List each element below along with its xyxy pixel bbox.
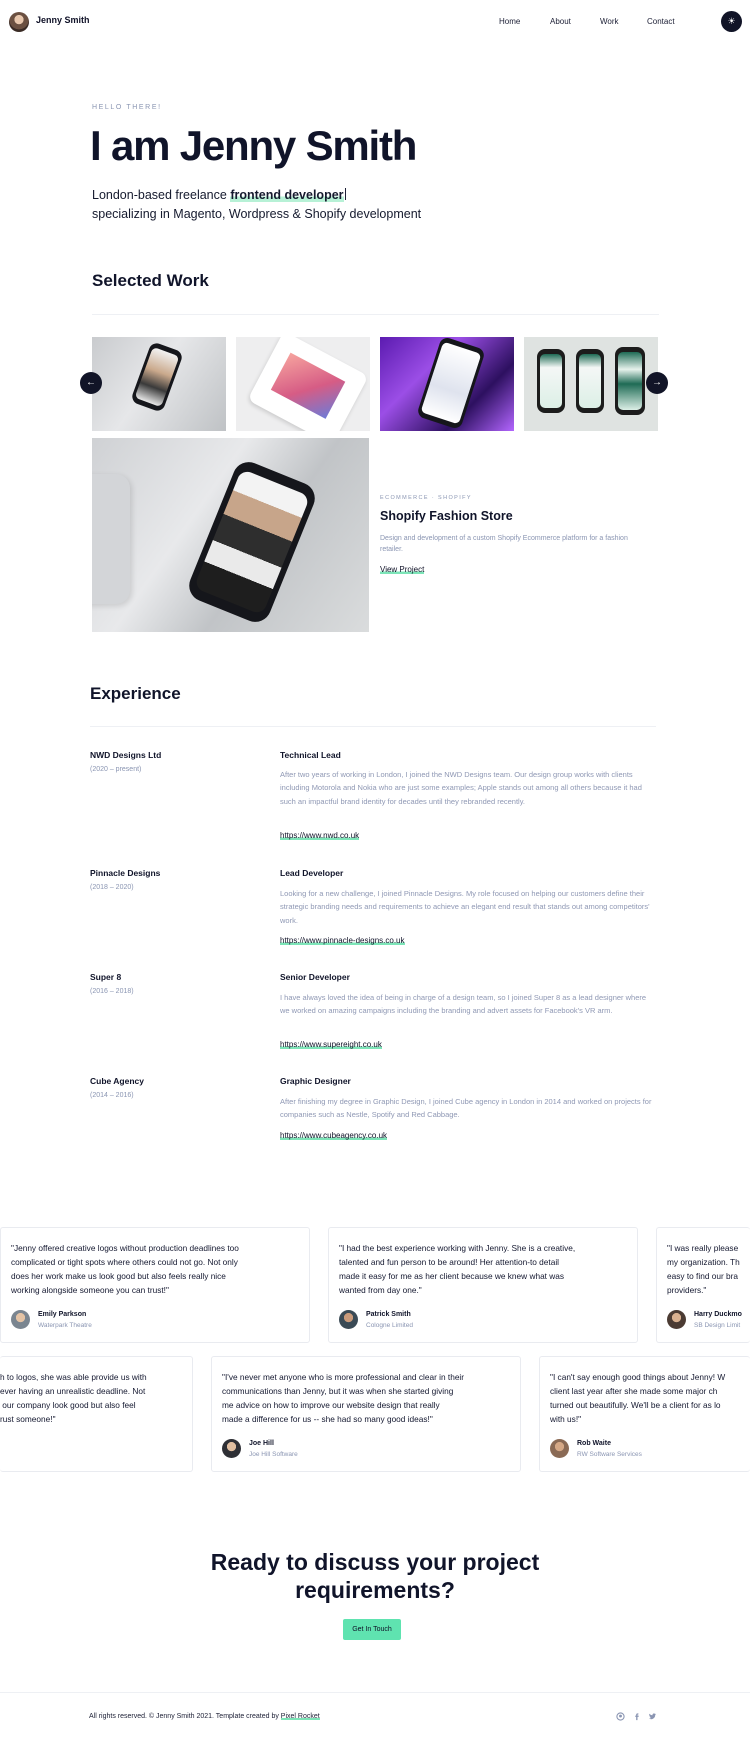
footer-divider bbox=[0, 1692, 750, 1693]
selected-work-title: Selected Work bbox=[92, 271, 209, 290]
testimonial-quote: "I've never met anyone who is more professional and clear in their communications than Jenny, but it was when she started giving me advice on how to improve our website design that really made a difference for us -- she had so many good ideas!" bbox=[222, 1372, 465, 1424]
experience-description: After two years of working in London, I joined the NWD Designs team. Our design group works with clients including Motorola and Nokia who are just some examples; Apple stands out among all others because it had such an impactful brand identity for decades until they rebranded recently. bbox=[280, 770, 642, 806]
experience-link[interactable]: https://www.supereight.co.uk bbox=[280, 1040, 382, 1049]
theme-toggle-button[interactable] bbox=[721, 11, 742, 32]
github-icon[interactable] bbox=[616, 1712, 625, 1723]
footer-copyright bbox=[89, 1713, 320, 1720]
hero-line2: specializing in Magento, Wordpress & Shopify development bbox=[92, 207, 422, 221]
testimonial-company: Joe Hill Software bbox=[249, 1451, 298, 1458]
divider bbox=[92, 314, 659, 315]
work-thumb-4[interactable] bbox=[524, 337, 658, 431]
phone-image bbox=[130, 341, 184, 413]
hero-subtitle bbox=[92, 186, 421, 224]
facebook-icon[interactable] bbox=[633, 1712, 642, 1723]
pixel-rocket-link[interactable]: Pixel Rocket bbox=[280, 1713, 320, 1720]
avatar bbox=[11, 1310, 30, 1329]
hero-highlight: frontend developer bbox=[230, 188, 344, 202]
work-thumb-3[interactable] bbox=[380, 337, 514, 431]
experience-role: Technical Lead bbox=[280, 750, 341, 760]
experience-description: I have always loved the idea of being in charge of a design team, so I joined Super 8 as a lead designer where we worked on amazing campaigns including the branding and advert assets for Facebook's VR arm. bbox=[280, 993, 647, 1016]
testimonial-card bbox=[539, 1356, 750, 1472]
testimonial-card bbox=[0, 1227, 310, 1343]
phone-image bbox=[184, 457, 319, 626]
experience-link[interactable]: https://www.nwd.co.uk bbox=[280, 831, 360, 840]
arrow-left-icon: ← bbox=[86, 377, 96, 388]
testimonial-quote: "I can't say enough good things about Jenny! W client last year after she made some major ch turned out beautifully. We'll be a client for as lo with us!" bbox=[550, 1372, 726, 1424]
phone-image bbox=[615, 347, 645, 415]
footer-text: All rights reserved. © Jenny Smith 2021. Template created by bbox=[89, 1713, 281, 1720]
experience-link[interactable]: https://www.cubeagency.co.uk bbox=[280, 1131, 388, 1140]
slider-next-button[interactable] bbox=[646, 372, 668, 394]
project-title: Shopify Fashion Store bbox=[380, 509, 513, 523]
testimonial-quote: h to logos, she was able provide us with ever having an unrealistic deadline. Not our company look good but also feel rust someone!" bbox=[0, 1372, 147, 1424]
hero-line1-prefix: London-based freelance bbox=[92, 188, 231, 202]
testimonial-quote: "I was really please my organization. Th easy to find our bra providers." bbox=[667, 1243, 740, 1295]
experience-role: Graphic Designer bbox=[280, 1076, 351, 1086]
experience-role: Lead Developer bbox=[280, 868, 344, 878]
testimonial-card bbox=[211, 1356, 521, 1472]
testimonial-name: Patrick Smith bbox=[366, 1311, 411, 1318]
testimonial-name: Harry Duckmo bbox=[694, 1311, 742, 1318]
avatar[interactable] bbox=[9, 12, 29, 32]
testimonial-card bbox=[0, 1356, 193, 1472]
view-project-link[interactable]: View Project bbox=[380, 565, 425, 574]
phone-image bbox=[537, 349, 565, 413]
nav-contact[interactable]: Contact bbox=[647, 17, 675, 26]
experience-description: Looking for a new challenge, I joined Pinnacle Designs. My role focused on helping our customers define their strategic branding needs and requirements to achieve an elegant end result that stands out among competitors' work. bbox=[280, 889, 650, 925]
avatar bbox=[667, 1310, 686, 1329]
testimonial-quote: "Jenny offered creative logos without production deadlines too complicated or tight spots where others could not go. Not only does her work make us look good but also feels really nice working alongside someone you can trust!" bbox=[11, 1243, 239, 1295]
testimonial-name: Emily Parkson bbox=[38, 1311, 87, 1318]
nav-work[interactable]: Work bbox=[600, 17, 619, 26]
experience-years: (2016 – 2018) bbox=[90, 988, 134, 995]
experience-role: Senior Developer bbox=[280, 972, 350, 982]
hero-eyebrow: HELLO THERE! bbox=[92, 104, 162, 111]
project-description: Design and development of a custom Shopify Ecommerce platform for a fashion retailer. bbox=[380, 535, 628, 553]
avatar bbox=[222, 1439, 241, 1458]
featured-project-image[interactable] bbox=[92, 438, 369, 632]
experience-link[interactable]: https://www.pinnacle-designs.co.uk bbox=[280, 936, 405, 945]
laptop-edge bbox=[92, 474, 130, 604]
testimonial-name: Joe Hill bbox=[249, 1440, 274, 1447]
experience-years: (2020 – present) bbox=[90, 766, 142, 773]
nav-about[interactable]: About bbox=[550, 17, 571, 26]
testimonial-card bbox=[328, 1227, 638, 1343]
phone-image bbox=[416, 337, 486, 430]
testimonial-company: Waterpark Theatre bbox=[38, 1322, 92, 1329]
avatar bbox=[339, 1310, 358, 1329]
typing-caret bbox=[345, 188, 346, 200]
phone-image bbox=[576, 349, 604, 413]
get-in-touch-button[interactable]: Get In Touch bbox=[343, 1619, 401, 1640]
experience-years: (2014 – 2016) bbox=[90, 1092, 134, 1099]
nav-home[interactable]: Home bbox=[499, 17, 521, 26]
site-header bbox=[0, 0, 750, 44]
arrow-right-icon: → bbox=[652, 377, 662, 388]
testimonial-quote: "I had the best experience working with Jenny. She is a creative, talented and fun person to be around! Her attention-to detail made it easy for me as her client because we knew what was wanted from day one." bbox=[339, 1243, 576, 1295]
sun-icon: ☀ bbox=[727, 16, 736, 26]
work-thumb-2[interactable] bbox=[236, 337, 370, 431]
testimonial-company: RW Software Services bbox=[577, 1451, 642, 1458]
tablet-image bbox=[247, 337, 368, 431]
slider-prev-button[interactable] bbox=[80, 372, 102, 394]
brand-name[interactable]: Jenny Smith bbox=[36, 15, 90, 25]
testimonial-company: Cologne Limited bbox=[366, 1322, 413, 1329]
experience-years: (2018 – 2020) bbox=[90, 884, 134, 891]
work-thumb-1[interactable] bbox=[92, 337, 226, 431]
experience-company: Pinnacle Designs bbox=[90, 868, 161, 878]
testimonial-company: SB Design Limit bbox=[694, 1322, 741, 1329]
testimonial-name: Rob Waite bbox=[577, 1440, 611, 1447]
twitter-icon[interactable] bbox=[648, 1712, 657, 1723]
experience-company: Cube Agency bbox=[90, 1076, 145, 1086]
cta-title: Ready to discuss your project requirements? bbox=[210, 1549, 540, 1603]
experience-company: NWD Designs Ltd bbox=[90, 750, 162, 760]
project-tags: ECOMMERCE · SHOPIFY bbox=[380, 495, 472, 501]
experience-description: After finishing my degree in Graphic Design, I joined Cube agency in London in 2014 and worked on projects for companies such as Nestle, Spotify and Red Cabbage. bbox=[280, 1097, 652, 1120]
divider bbox=[90, 726, 656, 727]
avatar bbox=[550, 1439, 569, 1458]
testimonial-card bbox=[656, 1227, 750, 1343]
experience-title: Experience bbox=[90, 684, 181, 703]
experience-company: Super 8 bbox=[90, 972, 122, 982]
hero-title: I am Jenny Smith bbox=[90, 122, 417, 169]
